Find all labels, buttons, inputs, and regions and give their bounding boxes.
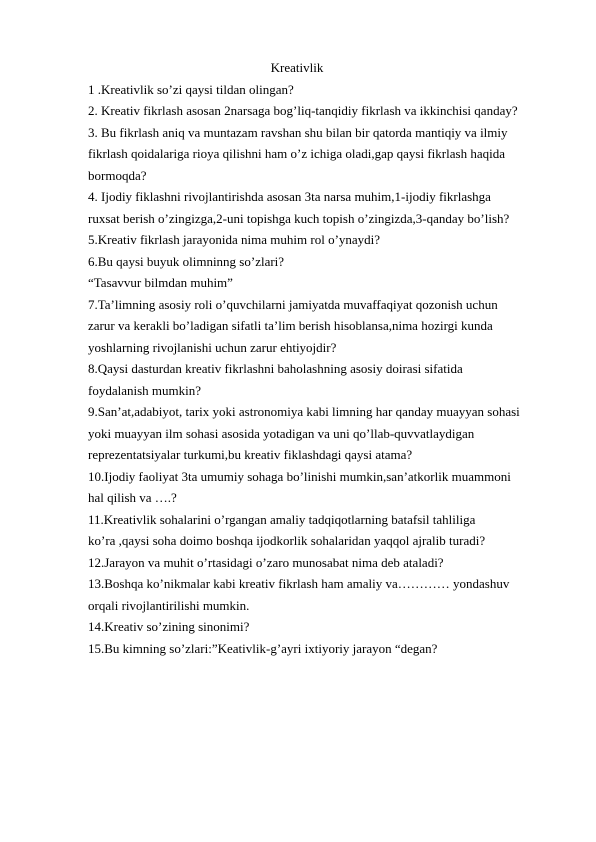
text-line: ruxsat berish o’zingizga,2-uni topishga kuch topish o’zingizda,3-qanday bo’lish? (88, 210, 510, 226)
document-body (88, 57, 566, 659)
text-line: 12.Jarayon va muhit o’rtasidagi o’zaro munosabat nima deb ataladi? (88, 554, 444, 570)
text-line: bormoqda? (88, 167, 147, 183)
text-line: 9.San’at,adabiyot, tarix yoki astronomiya kabi limning har qanday muayyan sohasi (88, 404, 520, 419)
text-line: zarur va kerakli bo’ladigan sifatli ta’lim berish hisoblansa,nima hozirgi kunda (88, 318, 493, 333)
text-line: reprezentatsiyalar turkumi,bu kreativ fiklashdagi qaysi atama? (88, 447, 413, 462)
document-title: Kreativlik (270, 60, 324, 75)
text-line: 11.Kreativlik sohalarini o’rgangan amaliy tadqiqotlarning batafsil tahliliga (88, 511, 476, 527)
text-line: 8.Qaysi dasturdan kreativ fikrlashni baholashning asosiy doirasi sifatida (88, 361, 463, 376)
text-line: foydalanish mumkin? (88, 382, 202, 398)
text-line: yoshlarning rivojlanishi uchun zarur ehtiyojdir? (88, 339, 337, 355)
text-line: orqali rivojlantirilishi mumkin. (88, 597, 250, 613)
text-line: 13.Boshqa ko’nikmalar kabi kreativ fikrlash ham amaliy va………… yondashuv (88, 576, 510, 591)
text-line: 10.Ijodiy faoliyat 3ta umumiy sohaga bo’linishi mumkin,san’atkorlik muammoni (88, 468, 511, 484)
text-line: yoki muayyan ilm sohasi asosida yotadigan va uni qo’llab-quvvatlaydigan (88, 425, 475, 441)
text-line: 4. Ijodiy fiklashni rivojlantirishda asosan 3ta narsa muhim,1-ijodiy fikrlashga (88, 189, 491, 204)
text-line: 2. Kreativ fikrlash asosan 2narsaga bog’liq-tanqidiy fikrlash va ikkinchisi qanday? (88, 103, 518, 118)
text-line: ko’ra ,qaysi soha doimo boshqa ijodkorlik sohalaridan yaqqol ajralib turadi? (88, 533, 486, 548)
text-line: hal qilish va ….? (88, 490, 177, 505)
text-line: 15.Bu kimning so’zlari:”Keativlik-g’ayri ixtiyoriy jarayon “degan? (88, 640, 438, 656)
text-line: 3. Bu fikrlash aniq va muntazam ravshan shu bilan bir qatorda mantiqiy va ilmiy (88, 124, 508, 140)
text-line: 1 .Kreativlik so’zi qaysi tildan olingan? (88, 81, 294, 97)
text-line: 5.Kreativ fikrlash jarayonida nima muhim rol o’ynaydi? (88, 232, 381, 247)
text-line: fikrlash qoidalariga rioya qilishni ham o’z ichiga oladi,gap qaysi fikrlash haqida (88, 146, 505, 161)
text-line: 7.Ta’limning asosiy roli o’quvchilarni jamiyatda muvaffaqiyat qozonish uchun (88, 296, 498, 312)
text-line: 6.Bu qaysi buyuk olimninng so’zlari? (88, 253, 285, 269)
text-line: 14.Kreativ so’zining sinonimi? (88, 619, 250, 634)
text-line: “Tasavvur bilmdan muhim” (88, 275, 233, 290)
